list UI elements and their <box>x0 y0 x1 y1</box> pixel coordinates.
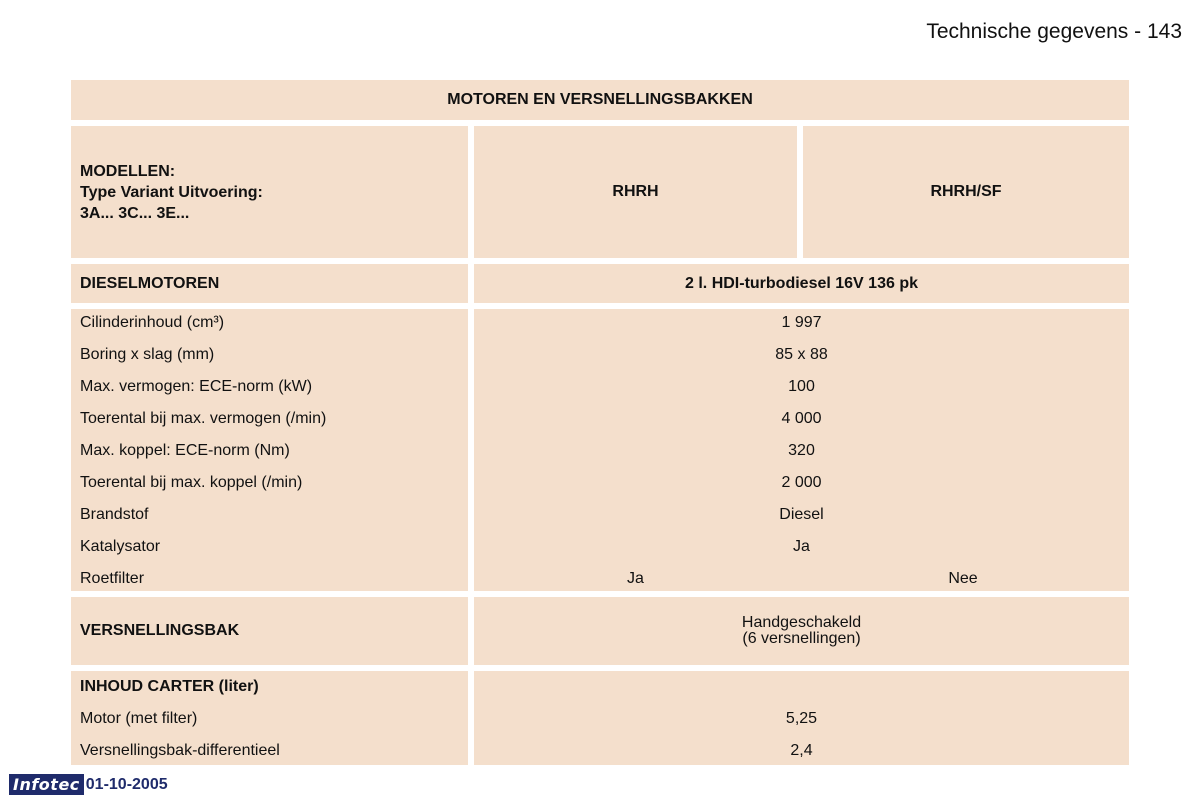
spec-value: 1 997 <box>781 314 822 331</box>
models-label-cell <box>71 126 468 258</box>
oil-heading-row <box>80 671 468 703</box>
oil-value: 5,25 <box>785 710 818 727</box>
spec-value: 4 000 <box>781 410 822 427</box>
gearbox-value-line2: (6 versnellingen) <box>742 630 861 647</box>
diesel-label: DIESELMOTOREN <box>80 274 220 292</box>
oil-heading: INHOUD CARTER (liter) <box>80 678 259 695</box>
spec-label: Katalysator <box>80 538 161 555</box>
spec-value-row <box>474 499 1129 531</box>
spec-value-row <box>474 339 1129 371</box>
oil-label-row <box>80 735 468 767</box>
model-column-2-text: RHRH/SF <box>930 183 1002 200</box>
spec-value: 320 <box>788 442 815 459</box>
model-column-2 <box>803 126 1129 258</box>
model-column-1 <box>474 126 797 258</box>
oil-label: Motor (met filter) <box>80 710 198 727</box>
spec-value-row <box>474 435 1129 467</box>
model-column-1-text: RHRH <box>612 183 659 200</box>
gearbox-value-line1: Handgeschakeld <box>741 614 862 631</box>
oil-label: Versnellingsbak-differentieel <box>80 742 280 759</box>
spec-label-row <box>80 499 468 531</box>
spec-label-row <box>80 435 468 467</box>
spec-value-row <box>474 307 1129 339</box>
models-label-line2: Type Variant Uitvoering: <box>80 183 263 201</box>
particle-filter-label-row <box>80 563 468 595</box>
spec-label-row <box>80 403 468 435</box>
gearbox-value-cell <box>474 597 1129 665</box>
particle-filter-value-col1: Ja <box>627 570 644 587</box>
spec-value-row <box>474 531 1129 563</box>
diesel-engine: 2 l. HDI-turbodiesel 16V 136 pk <box>685 274 918 292</box>
diesel-label-cell <box>71 264 468 303</box>
oil-value-spacer <box>474 671 1129 703</box>
spec-label-row <box>80 371 468 403</box>
table-title <box>71 80 1129 120</box>
spec-label-row <box>80 467 468 499</box>
page-title: Technische gegevens - 143 <box>926 20 1182 43</box>
specs-labels-cell <box>71 309 468 591</box>
spec-label-row <box>80 531 468 563</box>
spec-value: 85 x 88 <box>775 346 828 363</box>
footer <box>9 774 168 795</box>
oil-value-row <box>474 703 1129 735</box>
gearbox-label: VERSNELLINGSBAK <box>80 622 240 639</box>
spec-value-row <box>474 467 1129 499</box>
spec-value: 2 000 <box>781 474 822 491</box>
spec-value: 100 <box>788 378 815 395</box>
spec-label-row <box>80 307 468 339</box>
diesel-engine-cell <box>474 264 1129 303</box>
spec-label: Boring x slag (mm) <box>80 346 215 363</box>
spec-label: Cilinderinhoud (cm³) <box>80 314 225 331</box>
oil-value-row <box>474 735 1129 767</box>
particle-filter-value-row <box>474 563 1129 595</box>
oil-labels-cell <box>71 671 468 765</box>
spec-label: Max. vermogen: ECE-norm (kW) <box>80 378 313 395</box>
spec-label: Brandstof <box>80 506 149 523</box>
particle-filter-value-col2: Nee <box>948 570 978 587</box>
spec-label: Toerental bij max. koppel (/min) <box>80 474 303 491</box>
spec-value: Ja <box>793 538 810 555</box>
spec-label: Max. koppel: ECE-norm (Nm) <box>80 442 290 459</box>
oil-values-cell <box>474 671 1129 765</box>
oil-value: 2,4 <box>790 742 813 759</box>
particle-filter-label: Roetfilter <box>80 570 145 587</box>
table-title-text: MOTOREN EN VERSNELLINGSBAKKEN <box>447 91 753 108</box>
models-label-line1: MODELLEN: <box>80 162 176 180</box>
spec-value-row <box>474 403 1129 435</box>
footer-date: 01-10-2005 <box>85 775 168 793</box>
specs-values-cell <box>474 309 1129 591</box>
models-label-line3: 3A... 3C... 3E... <box>80 204 190 222</box>
spec-value-row <box>474 371 1129 403</box>
spec-label: Toerental bij max. vermogen (/min) <box>80 410 327 427</box>
oil-label-row <box>80 703 468 735</box>
infotec-logo: Infotec <box>9 774 84 795</box>
spec-value: Diesel <box>779 506 824 523</box>
spec-label-row <box>80 339 468 371</box>
gearbox-label-cell <box>71 597 468 665</box>
